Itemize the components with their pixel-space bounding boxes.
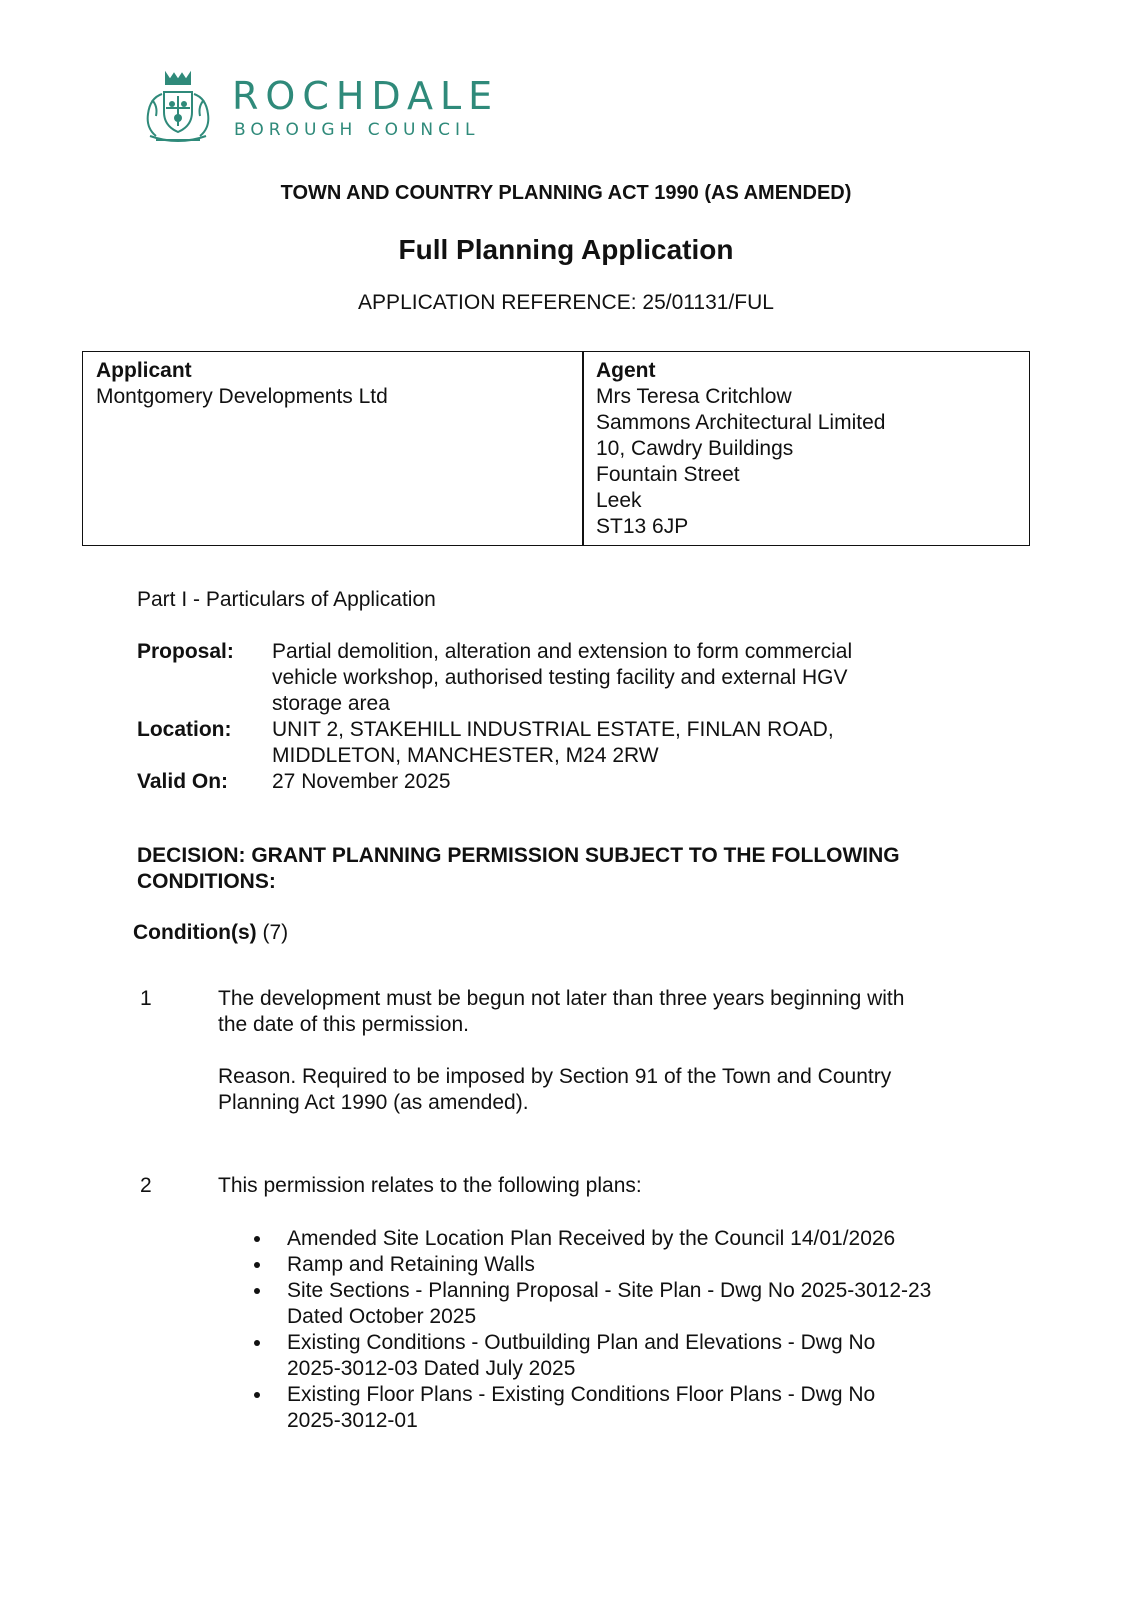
bullet-icon [254, 1340, 260, 1346]
bullet-icon [254, 1236, 260, 1242]
plan-line: Site Sections - Planning Proposal - Site Plan - Dwg No 2025-3012-23 [287, 1279, 932, 1302]
conditions-heading [133, 920, 288, 946]
condition-reason [218, 1064, 998, 1116]
condition-text: This permission relates to the following plans: [218, 1174, 642, 1197]
plan-line: Dated October 2025 [287, 1305, 477, 1328]
bullet-icon [254, 1392, 260, 1398]
act-title: TOWN AND COUNTRY PLANNING ACT 1990 (AS AMENDED) [280, 182, 852, 204]
list-item [246, 1278, 1026, 1330]
logo-subtitle: BOROUGH COUNCIL [234, 120, 480, 140]
location-line: UNIT 2, STAKEHILL INDUSTRIAL ESTATE, FINLAN ROAD, [272, 718, 834, 741]
agent-line: 10, Cawdry Buildings [596, 437, 794, 460]
applicant-name: Montgomery Developments Ltd [96, 385, 388, 408]
parties-table [82, 351, 1030, 548]
proposal-line: Partial demolition, alteration and extension to form commercial [272, 640, 853, 663]
bullet-icon [254, 1288, 260, 1294]
plan-line: Existing Floor Plans - Existing Conditions Floor Plans - Dwg No [287, 1383, 876, 1406]
list-item [246, 1382, 1026, 1434]
proposal-line: vehicle workshop, authorised testing facility and external HGV [272, 666, 848, 689]
council-logo [142, 70, 522, 148]
condition-number: 1 [140, 987, 152, 1010]
list-item [246, 1330, 1026, 1382]
agent-line: Sammons Architectural Limited [596, 411, 886, 434]
applicant-heading: Applicant [96, 359, 192, 382]
reason-line: Reason. Required to be imposed by Section 91 of the Town and Country [218, 1065, 892, 1088]
location-label: Location: [137, 718, 232, 741]
conditions-label: Condition(s) [133, 921, 257, 944]
plan-line: Ramp and Retaining Walls [287, 1253, 535, 1276]
coat-of-arms-icon [142, 70, 214, 144]
plan-line: Existing Conditions - Outbuilding Plan and Elevations - Dwg No [287, 1331, 876, 1354]
bullet-icon [254, 1262, 260, 1268]
reason-line: Planning Act 1990 (as amended). [218, 1091, 529, 1114]
location-line: MIDDLETON, MANCHESTER, M24 2RW [272, 744, 659, 767]
plans-list [246, 1226, 1026, 1434]
location-value [272, 717, 952, 769]
list-item [246, 1252, 1026, 1278]
proposal-label: Proposal: [137, 640, 234, 663]
agent-heading: Agent [596, 359, 656, 382]
list-item [246, 1226, 1026, 1252]
condition-text [218, 986, 998, 1038]
plan-line: 2025-3012-01 [287, 1409, 418, 1432]
decision-heading [137, 843, 1017, 895]
proposal-line: storage area [272, 692, 390, 715]
condition-line: The development must be begun not later than three years beginning with [218, 987, 905, 1010]
conditions-count: (7) [262, 921, 289, 944]
agent-cell [582, 351, 1030, 546]
reference-label: APPLICATION REFERENCE: [358, 291, 637, 314]
logo-title: ROCHDALE [232, 74, 500, 118]
agent-line: Mrs Teresa Critchlow [596, 385, 792, 408]
decision-line: CONDITIONS: [137, 870, 276, 893]
application-reference [0, 291, 1132, 315]
plan-line: Amended Site Location Plan Received by the Council 14/01/2026 [287, 1227, 896, 1250]
decision-line: DECISION: GRANT PLANNING PERMISSION SUBJECT TO THE FOLLOWING [137, 844, 900, 867]
valid-on-label: Valid On: [137, 770, 229, 793]
particulars-title: Part I - Particulars of Application [137, 588, 436, 611]
agent-line: Leek [596, 489, 642, 512]
reference-value: 25/01131/FUL [642, 291, 774, 314]
valid-on-value: 27 November 2025 [272, 770, 451, 793]
plan-line: 2025-3012-03 Dated July 2025 [287, 1357, 576, 1380]
agent-line: Fountain Street [596, 463, 740, 486]
condition-line: the date of this permission. [218, 1013, 469, 1036]
agent-line: ST13 6JP [596, 515, 689, 538]
page-title: Full Planning Application [398, 234, 734, 265]
proposal-value [272, 639, 952, 717]
applicant-cell [82, 351, 584, 546]
condition-number: 2 [140, 1174, 152, 1197]
